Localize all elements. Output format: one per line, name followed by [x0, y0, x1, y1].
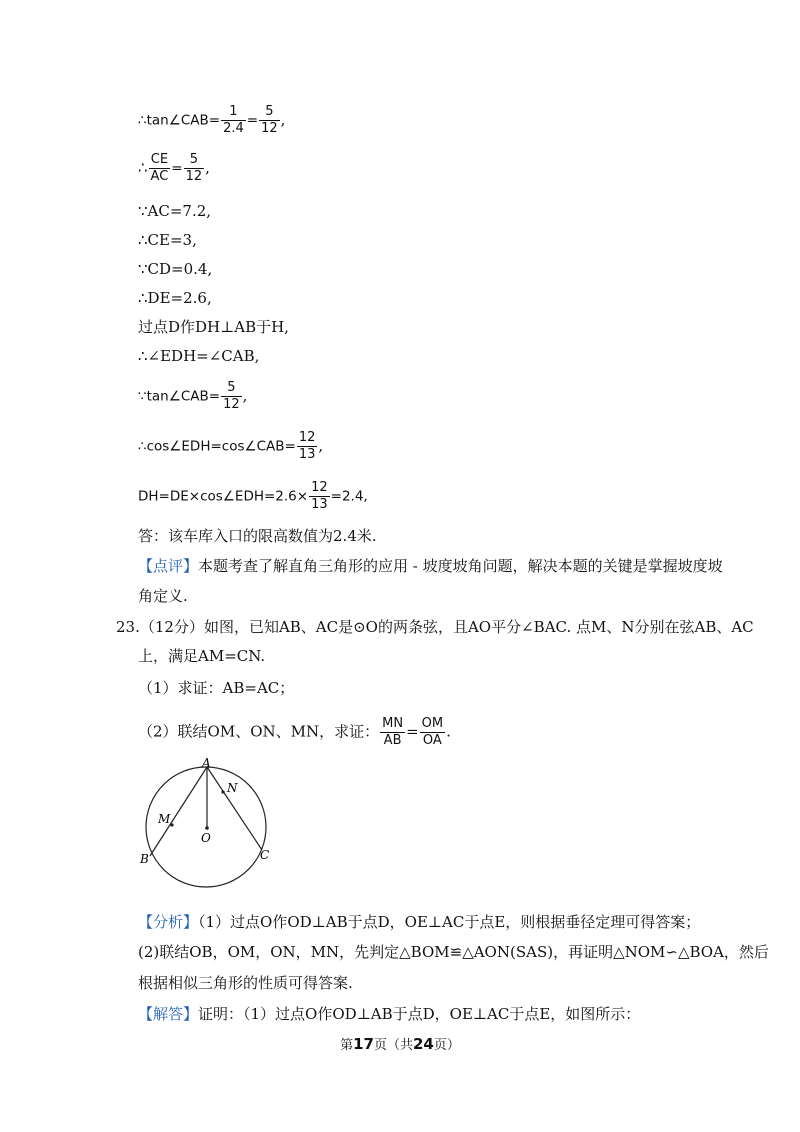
perpendicular-line: 过点D作DH⊥AB于H, [138, 318, 289, 336]
circle-figure [138, 752, 278, 892]
angle-equal-line: ∴∠EDH=∠CAB, [138, 347, 260, 365]
tan-cab-value-line: ∵tan∠CAB= $\frac{5}{12}$ , [138, 380, 248, 412]
fraction: $\frac{12}{13}$ [298, 430, 316, 462]
answer-line: 【解答】证明：（1）过点O作OD⊥AB于点D，OE⊥AC于点E，如图所示： [138, 1005, 641, 1023]
review-line-2: 角定义. [138, 587, 188, 605]
de-line: ∴DE=2.6, [138, 289, 212, 307]
fraction: $\frac{CE}{AC}$ [150, 152, 169, 184]
current-page: 17 [353, 1035, 374, 1053]
ce-line: ∴CE=3, [138, 231, 197, 249]
label-n: N [227, 781, 238, 795]
question-23-part-1: （1）求证：AB=AC； [138, 679, 295, 697]
fraction: $\frac{1}{2.4}$ [223, 104, 244, 136]
answer-conclusion: 答：该车库入口的限高数值为2.4米. [138, 527, 377, 545]
cos-edh-line: ∴cos∠EDH=cos∠CAB= $\frac{12}{13}$ , [138, 430, 324, 462]
label-o: O [201, 831, 211, 845]
total-pages: 24 [413, 1035, 434, 1053]
ac-line: ∵AC=7.2, [138, 202, 212, 220]
analysis-line-1: 【分析】（1）过点O作OD⊥AB于点D，OE⊥AC于点E，则根据垂径定理可得答案； [138, 913, 701, 931]
tan-cab-line: ∴tan∠CAB= $\frac{1}{2.4}$ = $\frac{5}{12}$ , [138, 104, 286, 136]
fraction: $\frac{5}{12}$ [261, 104, 278, 136]
answer-tag: 【解答】 [138, 1005, 199, 1023]
fraction: $\frac{5}{12}$ [185, 152, 203, 184]
question-23-line-2: 上，满足AM=CN. [138, 647, 266, 665]
question-23-line-1: 23.（12分）如图，已知AB、AC是⊙O的两条弦，且AO平分∠BAC. 点M、N分别在弦AB、AC [116, 618, 754, 636]
analysis-line-2: (2)联结OB，OM，ON，MN，先判定△BOM≌△AON(SAS)，再证明△NOM∽△BOA，然后 [138, 943, 769, 961]
question-23-part-2: （2）联结OM、ON、MN，求证： $\frac{MN}{AB}$ = $\frac{OM}{OA}$ . [138, 716, 451, 748]
label-b: B [140, 852, 149, 866]
fraction: $\frac{MN}{AB}$ [382, 716, 404, 748]
label-m: M [158, 812, 171, 826]
ce-ac-ratio-line: ∴ $\frac{CE}{AC}$ = $\frac{5}{12}$ , [138, 152, 210, 184]
review-line-1: 【点评】本题考查了解直角三角形的应用 - 坡度坡角问题，解决本题的关键是掌握坡度坡 [138, 557, 723, 575]
cd-line: ∵CD=0.4, [138, 260, 213, 278]
label-a: A [202, 756, 211, 770]
dh-result-line: DH=DE×cos∠EDH=2.6× $\frac{12}{13}$ =2.4, [138, 480, 368, 512]
review-tag: 【点评】 [138, 557, 199, 575]
fraction: $\frac{5}{12}$ [223, 380, 240, 412]
page-footer: 第17页（共24页） [340, 1035, 460, 1053]
analysis-tag: 【分析】 [138, 913, 199, 931]
fraction: $\frac{12}{13}$ [311, 480, 328, 512]
fraction: $\frac{OM}{OA}$ [421, 716, 444, 748]
analysis-line-3: 根据相似三角形的性质可得答案. [138, 974, 353, 992]
label-c: C [260, 848, 270, 862]
